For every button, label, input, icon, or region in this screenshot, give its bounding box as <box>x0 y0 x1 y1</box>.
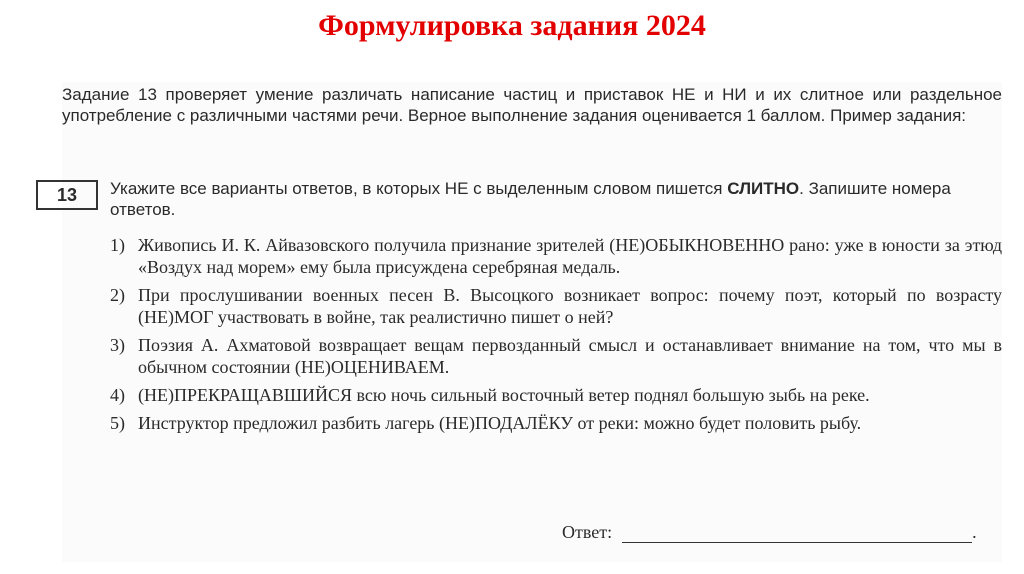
instruction-part1: Укажите все варианты ответов, в которых НЕ с выделенным словом пишется <box>110 179 728 198</box>
option-number: 5) <box>110 413 125 433</box>
option-text: (НЕ)ПРЕКРАЩАВШИЙСЯ всю ночь сильный восточный ветер поднял большую зыбь на реке. <box>138 385 870 405</box>
answer-label: Ответ: <box>562 522 613 542</box>
task-instruction <box>110 178 1000 220</box>
option-number: 3) <box>110 335 125 355</box>
option-text: При прослушивании военных песен В. Высоцкого возникает вопрос: почему поэт, который по возрасту (НЕ)МОГ участвовать в войне, так реалистично пишет о ней? <box>138 285 1002 327</box>
option-4 <box>110 384 1002 406</box>
answer-options <box>110 234 1002 440</box>
option-number: 1) <box>110 235 125 255</box>
answer-blank-line <box>622 522 972 543</box>
option-text: Живопись И. К. Айвазовского получила признание зрителей (НЕ)ОБЫКНОВЕННО рано: уже в юности за этюд «Воздух над морем» ему была присуждена серебряная медаль. <box>138 235 1002 277</box>
page-title: Формулировка задания 2024 <box>318 9 706 42</box>
instruction-part2: . Запишите номера ответов. <box>110 179 951 219</box>
option-text: Поэзия А. Ахматовой возвращает вещам первозданный смысл и останавливает внимание на том, что мы в обычном состоянии (НЕ)ОЦЕНИВАЕМ. <box>138 335 1002 377</box>
option-text: Инструктор предложил разбить лагерь (НЕ)ПОДАЛЁКУ от реки: можно будет половить рыбу. <box>138 413 862 433</box>
intro-text: Задание 13 проверяет умение различать написание частиц и приставок НЕ и НИ и их слитное или раздельное употребление с различными частями речи. Верное выполнение задания оценивается 1 баллом. Пример задания: <box>62 85 1002 125</box>
option-number: 2) <box>110 285 125 305</box>
option-number: 4) <box>110 385 125 405</box>
option-5 <box>110 412 1002 434</box>
answer-end: . <box>972 522 977 542</box>
answer-row <box>562 522 977 543</box>
option-2 <box>110 284 1002 328</box>
task-scan <box>56 82 1002 562</box>
task-number: 13 <box>56 184 78 205</box>
option-3 <box>110 334 1002 378</box>
instruction-bold-word: СЛИТНО <box>727 179 800 198</box>
option-1 <box>110 234 1002 278</box>
task-number-box <box>36 180 98 210</box>
